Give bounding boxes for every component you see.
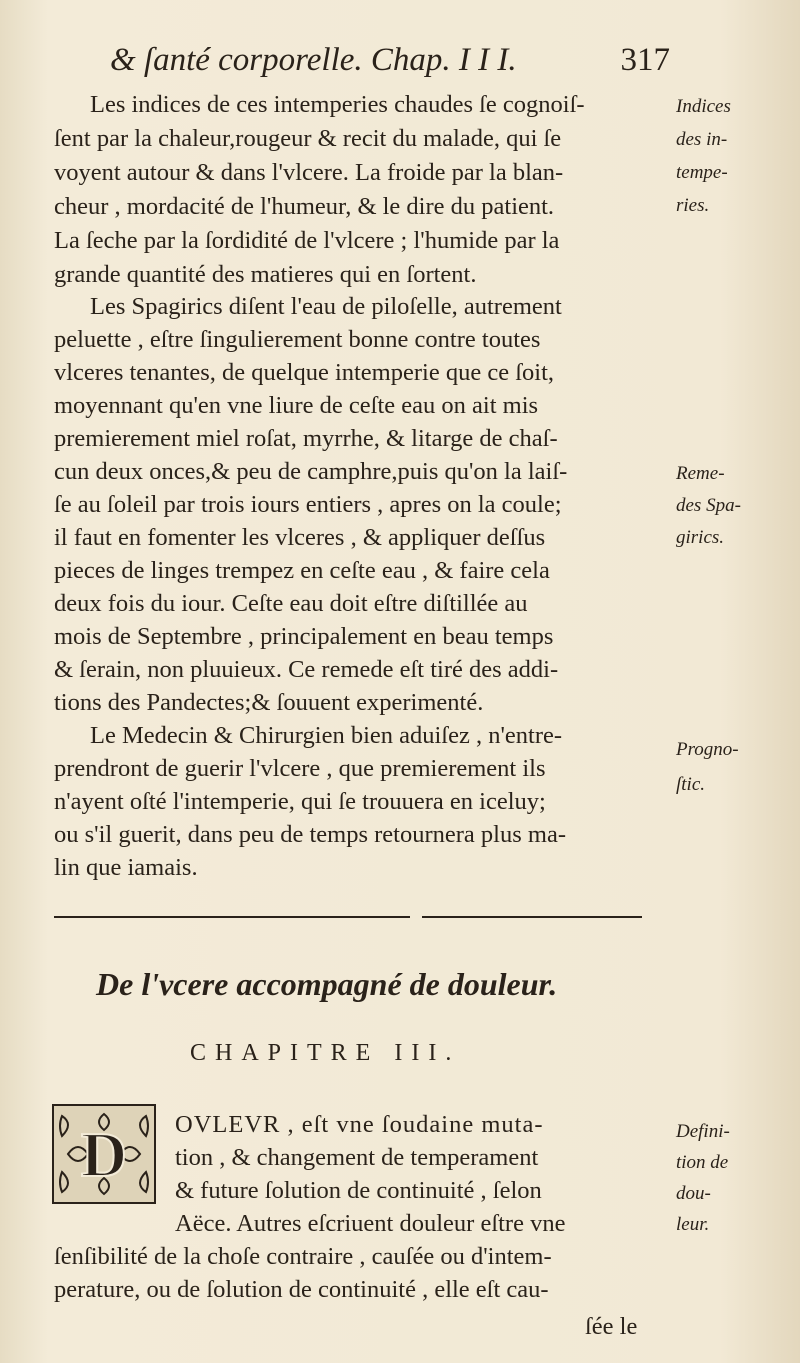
text-line: lin que iamais. (54, 854, 198, 881)
margin-note-remedes (676, 462, 796, 549)
margin-note-line: Reme- (676, 463, 725, 484)
margin-note-indices (676, 95, 796, 217)
margin-note-line: Progno- (676, 739, 739, 760)
text-line: & ſerain, non pluuieux. Ce remede eſt tiré des addi- (54, 656, 559, 683)
text-line: tion , & changement de temperament (175, 1144, 539, 1171)
text-line: n'ayent oſté l'intemperie, qui ſe trouuera en iceluy; (54, 788, 546, 815)
page-number: 317 (620, 42, 670, 78)
margin-note-line: Defini- (676, 1121, 730, 1142)
text-line: deux fois du iour. Ceſte eau doit eſtre diſtillée au (54, 590, 528, 617)
text-line: il faut en fomenter les vlceres , & appliquer deſſus (54, 524, 546, 551)
margin-note-line: des Spa- (676, 495, 741, 516)
running-header (110, 42, 670, 92)
dropcap-ornament (52, 1104, 156, 1204)
floral-ornament-icon (54, 1106, 154, 1202)
margin-note-line: leur. (676, 1214, 710, 1235)
text-line: peluette , eſtre ſingulierement bonne contre toutes (54, 326, 541, 353)
text-line: Le Medecin & Chirurgien bien aduiſez , n'entre- (90, 722, 563, 749)
text-line: moyennant qu'en vne liure de ceſte eau on ait mis (54, 392, 539, 419)
text-line: mois de Septembre , principalement en beau temps (54, 623, 554, 650)
text-line: ſent par la chaleur,rougeur & recit du malade, qui ſe (54, 125, 562, 152)
text-line: voyent autour & dans l'vlcere. La froide par la blan- (54, 159, 564, 186)
text-line: Aëce. Autres eſcriuent douleur eſtre vne (175, 1210, 566, 1237)
text-line: grande quantité des matieres qui en ſortent. (54, 261, 477, 288)
margin-note-line: ſtic. (676, 774, 706, 795)
text-line: tions des Pandectes;& ſouuent experimenté. (54, 689, 484, 716)
chapter-title: De l'vcere accompagné de douleur. (96, 966, 558, 1002)
dropcap-letter: D (80, 1119, 128, 1190)
text-line: premierement miel roſat, myrrhe, & litarge de chaſ- (54, 425, 558, 452)
section-divider-left (54, 916, 410, 918)
text-line: La ſeche par la ſordidité de l'vlcere ; l'humide par la (54, 227, 560, 254)
margin-note-line: ries. (676, 195, 710, 216)
text-line: perature, ou de ſolution de continuité , elle eſt cau- (54, 1276, 549, 1303)
margin-note-line: tion de (676, 1152, 729, 1173)
margin-note-line: tempe- (676, 162, 728, 183)
margin-note-definition (676, 1120, 796, 1236)
text-line: & future ſolution de continuité , ſelon (175, 1177, 542, 1204)
text-line: ou s'il guerit, dans peu de temps retournera plus ma- (54, 821, 566, 848)
margin-note-line: girics. (676, 527, 725, 548)
margin-note-line: dou- (676, 1183, 711, 1204)
text-line: vlceres tenantes, de quelque intemperie que ce ſoit, (54, 359, 555, 386)
text-line: prendront de guerir l'vlcere , que premierement ils (54, 755, 546, 782)
text-line: ſenſibilité de la choſe contraire , cauſée ou d'intem- (54, 1243, 552, 1270)
margin-note-line: des in- (676, 129, 728, 150)
section-divider-right (422, 916, 642, 918)
text-line: Les indices de ces intemperies chaudes ſe cognoiſ- (90, 91, 585, 118)
catchword: ſée le (585, 1313, 638, 1340)
text-line: cun deux onces,& peu de camphre,puis qu'on la laiſ- (54, 458, 568, 485)
margin-note-prognostic (676, 738, 796, 796)
margin-note-line: Indices (676, 96, 731, 117)
text-line: Les Spagirics diſent l'eau de piloſelle, autrement (90, 293, 562, 320)
chapter-number: CHAPITRE III. (190, 1040, 461, 1066)
text-line: OVLEVR , eſt vne ſoudaine muta- (175, 1111, 544, 1138)
text-line: pieces de linges trempez en ceſte eau , & faire cela (54, 557, 550, 584)
header-title: & ſanté corporelle. Chap. I I I. (110, 42, 517, 78)
text-line: cheur , mordacité de l'humeur, & le dire du patient. (54, 193, 555, 220)
text-line: ſe au ſoleil par trois iours entiers , apres on la coule; (54, 491, 562, 518)
